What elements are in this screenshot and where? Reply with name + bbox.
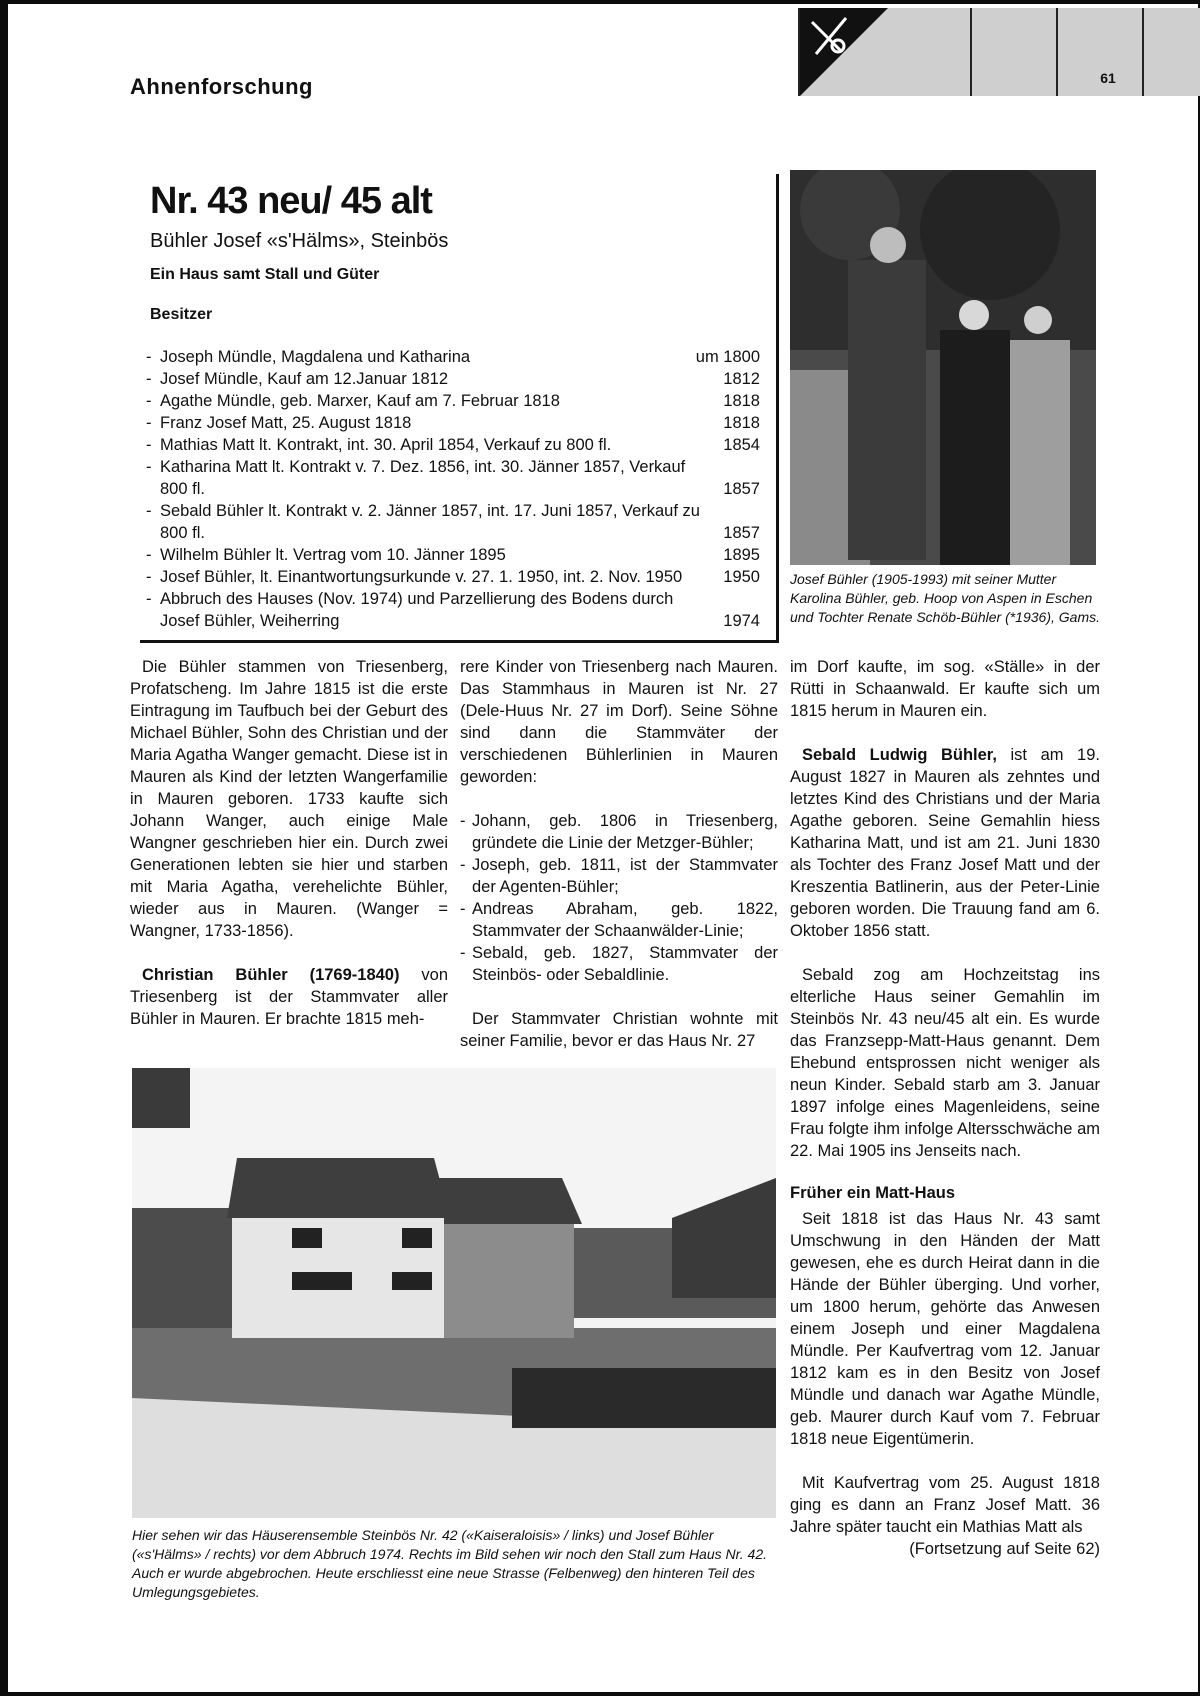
sons-list (460, 810, 778, 986)
owner-row: - Joseph Mündle, Magdalena und Katharina um 1800 (146, 346, 760, 368)
section-heading: Früher ein Matt-Haus (790, 1184, 956, 1202)
owners-list (146, 346, 760, 632)
col2-paragraph: rere Kinder von Triesenberg nach Mauren. Das Stammhaus in Mauren ist Nr. 27 (Dele-Huus Nr. 27 im Dorf). Seine Söhne sind dann die Stammväter der verschiedenen Bühlerlinien in Mauren geworden: (460, 658, 778, 786)
houses-photo (132, 1068, 776, 1518)
owner-row: - Josef Bühler, lt. Einantwortungsurkunde v. 27. 1. 1950, int. 2. Nov. 1950 1950 (146, 566, 760, 588)
family-photo (790, 170, 1096, 565)
owner-row: - Josef Mündle, Kauf am 12.Januar 1812 1812 (146, 368, 760, 390)
owners-box (140, 174, 779, 643)
owner-row: - Abbruch des Hauses (Nov. 1974) und Parzellierung des Bodens durch Josef Bühler, Weiherring 1974 (146, 588, 760, 632)
house-title: Nr. 43 neu/ 45 alt (150, 180, 432, 222)
column-1 (130, 656, 448, 1052)
sebald-heading: Sebald Ludwig Bühler, (802, 746, 997, 764)
owner-row: - Sebald Bühler lt. Kontrakt v. 2. Jänner 1857, int. 17. Juni 1857, Verkauf zu 800 fl. 1857 (146, 500, 760, 544)
owner-row: - Franz Josef Matt, 25. August 1818 1818 (146, 412, 760, 434)
son-item: - Sebald, geb. 1827, Stammvater der Steinbös- oder Sebaldlinie. (460, 942, 778, 986)
owner-row: - Wilhelm Bühler lt. Vertrag vom 10. Jänner 1895 1895 (146, 544, 760, 566)
owner-row: - Agathe Mündle, geb. Marxer, Kauf am 7. Februar 1818 1818 (146, 390, 760, 412)
continuation-note: (Fortsetzung auf Seite 62) (909, 1540, 1100, 1558)
family-photo-caption: Josef Bühler (1905-1993) mit seiner Mutter Karolina Bühler, geb. Hoop von Aspen in Eschen und Tochter Renate Schöb-Bühler (*1936), Gams. (790, 571, 1100, 625)
section-title: Ahnenforschung (130, 74, 313, 99)
col1-paragraph: Die Bühler stammen von Triesenberg, Profatscheng. Im Jahre 1815 ist die erste Eintragung im Taufbuch bei der Geburt des Michael Bühler, Sohn des Christian und der Maria Agatha Wanger gemacht. Diese ist in Mauren als Kind der letzten Wangerfamilie in Mauren geboren. 1733 kaufte sich Johann Wanger, auch einige Male Wangner geschrieben hier ein. Durch zwei Generationen lebten sie hier und starben mit Maria Agatha, verehelichte Bühler, wieder aus in Mauren. (Wanger = Wangner, 1733-1856). (130, 658, 448, 940)
son-item: - Johann, geb. 1806 in Triesenberg, gründete die Linie der Metzger-Bühler; (460, 810, 778, 854)
col3-paragraph-3: Sebald zog am Hochzeitstag ins elterliche Haus seiner Gemahlin im Steinbös Nr. 43 neu/45 alt ein. Es wurde das Franzsepp-Matt-Haus genannt. Dem Ehebund entsprossen nicht weniger als neun Kinder. Sebald starb am 3. Januar 1897 infolge eines Magenleidens, seine Frau folgte ihm infolge Altersschwäche am 22. Mai 1905 ins Jenseits nach. (790, 966, 1100, 1160)
owners-label: Besitzer (150, 306, 213, 323)
owner-row: - Katharina Matt lt. Kontrakt v. 7. Dez. 1856, int. 30. Jänner 1857, Verkauf 800 fl. 1857 (146, 456, 760, 500)
col3-paragraph-4: Seit 1818 ist das Haus Nr. 43 samt Umschwung in den Händen der Matt gewesen, ehe es durch Heirat dann in die Hände der Bühler überging. Und vorher, um 1800 herum, gehörte das Anwesen einem Joseph und einer Magdalena Mündle. Per Kaufvertrag vom 12. Januar 1812 kam es in den Besitz von Josef Mündle und danach war Agathe Mündle, geb. Maurer durch Kauf vom 7. Februar 1818 neue Eigentümerin. (790, 1210, 1100, 1448)
owner-row: - Mathias Matt lt. Kontrakt, int. 30. April 1854, Verkauf zu 800 fl. 1854 (146, 434, 760, 456)
col1-paragraph-christian: Christian Bühler (1769-1840) von Triesenberg ist der Stammvater aller Bühler in Mauren. Er brachte 1815 meh- (130, 966, 448, 1028)
house-subtitle: Bühler Josef «s'Hälms», Steinbös (150, 230, 449, 252)
col3-paragraph-sebald: Sebald Ludwig Bühler, ist am 19. August 1827 in Mauren als zehntes und letztes Kind des Christians und der Maria Agathe geboren. Seine Gemahlin hiess Katharina Matt, und ist am 21. Juni 1830 als Tochter des Franz Josef Matt und der Kreszentia Batlinerin, aus der Peter-Linie geboren worden. Die Trauung fand am 6. Oktober 1856 statt. (790, 746, 1100, 940)
page (8, 4, 1198, 1692)
page-number: 61 (1100, 70, 1116, 86)
houses-photo-caption: Hier sehen wir das Häuserensemble Steinbös Nr. 42 («Kaiseraloisis» / links) und Josef Bühler («s'Hälms» / rechts) vor dem Abbruch 1974. Rechts im Bild sehen wir noch den Stall zum Haus Nr. 42. Auch er wurde abgebrochen. Heute erschliesst eine neue Strasse (Felbenweg) den hinteren Teil des Umlegungsgebietes. (132, 1527, 768, 1600)
header-grid (798, 8, 1200, 96)
col3-paragraph: im Dorf kaufte, im sog. «Ställe» in der Rütti in Schaanwald. Er kaufte sich um 1815 herum in Mauren ein. (790, 658, 1100, 720)
house-subtitle2: Ein Haus samt Stall und Güter (150, 266, 380, 283)
col3-paragraph-5: Mit Kaufvertrag vom 25. August 1818 ging es dann an Franz Josef Matt. 36 Jahre später taucht ein Mathias Matt als (790, 1474, 1100, 1536)
son-item: - Joseph, geb. 1811, ist der Stammvater der Agenten-Bühler; (460, 854, 778, 898)
col2-paragraph-end: Der Stammvater Christian wohnte mit seiner Familie, bevor er das Haus Nr. 27 (460, 1010, 778, 1050)
column-2 (460, 656, 778, 1074)
emblem-triangle (800, 8, 888, 96)
christian-heading: Christian Bühler (1769-1840) (142, 966, 400, 984)
column-3 (790, 656, 1100, 1560)
son-item: - Andreas Abraham, geb. 1822, Stammvater der Schaanwälder-Linie; (460, 898, 778, 942)
